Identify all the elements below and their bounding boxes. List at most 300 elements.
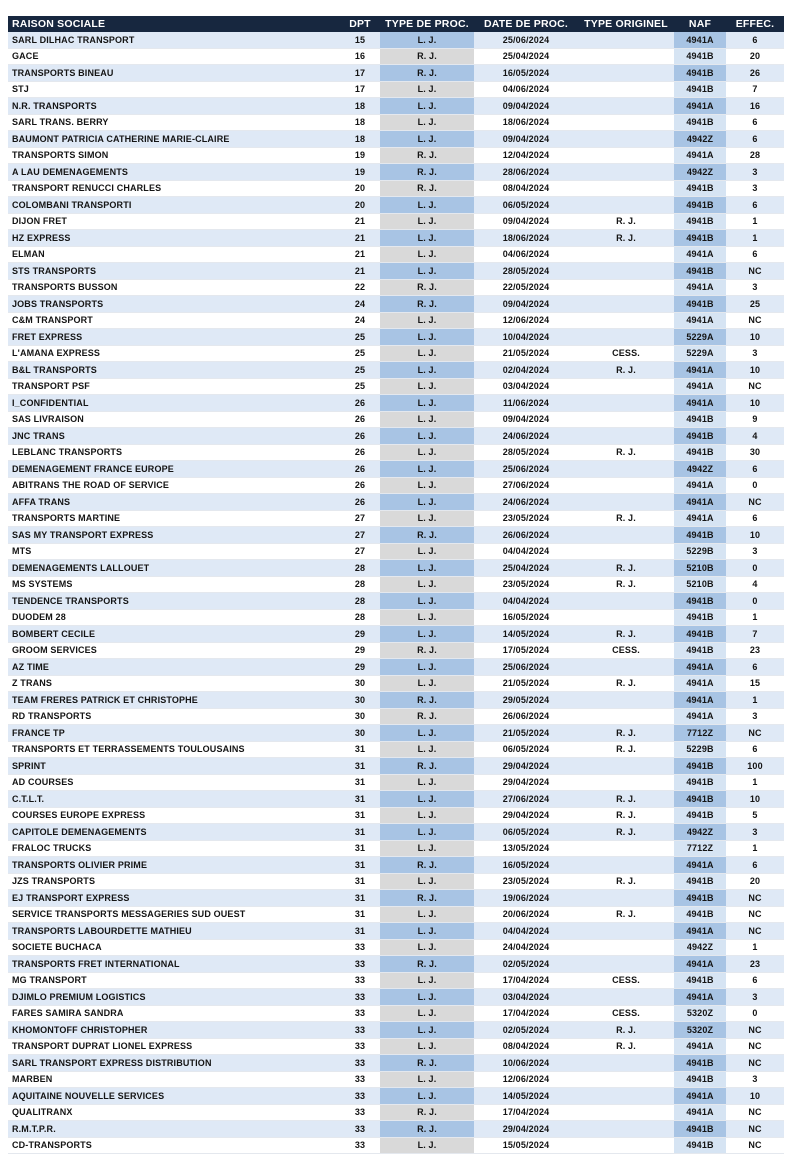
- procedure-date-cell: 17/04/2024: [474, 1005, 578, 1022]
- headcount-cell: 6: [726, 659, 784, 676]
- company-name-cell: AQUITAINE NOUVELLE SERVICES: [8, 1088, 340, 1105]
- table-row: [8, 329, 784, 346]
- procedure-type-cell: R. J.: [380, 857, 474, 874]
- procedure-type-cell: R. J.: [380, 890, 474, 907]
- original-type-cell: [578, 1121, 674, 1138]
- procedure-type-cell: L. J.: [380, 807, 474, 824]
- naf-code-text: 4942Z: [686, 166, 714, 177]
- table-row: [8, 1088, 784, 1105]
- procedure-date-cell: 12/06/2024: [474, 312, 578, 329]
- naf-code-text: 4941B: [686, 447, 714, 458]
- naf-code-text: 4941B: [686, 595, 714, 606]
- naf-code-text: 4941B: [686, 414, 714, 425]
- naf-code-cell: [674, 1022, 726, 1039]
- headcount-cell: 3: [726, 279, 784, 296]
- procedure-type-cell: R. J.: [380, 1104, 474, 1121]
- naf-code-text: 5229B: [686, 744, 714, 755]
- procedure-type-cell: R. J.: [380, 180, 474, 197]
- dpt-cell: 21: [340, 246, 380, 263]
- table-row: [8, 791, 784, 808]
- procedure-type-cell: L. J.: [380, 593, 474, 610]
- procedure-date-cell: 27/06/2024: [474, 791, 578, 808]
- naf-code-text: 4941B: [686, 216, 714, 227]
- company-name-cell: FARES SAMIRA SANDRA: [8, 1005, 340, 1022]
- original-type-cell: [578, 147, 674, 164]
- company-name-cell: SERVICE TRANSPORTS MESSAGERIES SUD OUEST: [8, 906, 340, 923]
- headcount-cell: 9: [726, 411, 784, 428]
- procedure-type-cell: L. J.: [380, 395, 474, 412]
- company-name-cell: JZS TRANSPORTS: [8, 873, 340, 890]
- dpt-cell: 31: [340, 873, 380, 890]
- naf-code-cell: [674, 444, 726, 461]
- table-row: [8, 873, 784, 890]
- dpt-cell: 33: [340, 1038, 380, 1055]
- headcount-cell: 7: [726, 626, 784, 643]
- original-type-cell: R. J.: [578, 444, 674, 461]
- procedure-type-cell: L. J.: [380, 444, 474, 461]
- headcount-cell: 3: [726, 164, 784, 181]
- naf-code-text: 4941A: [686, 711, 714, 722]
- dpt-cell: 26: [340, 411, 380, 428]
- procedure-date-cell: 08/04/2024: [474, 180, 578, 197]
- table-row: [8, 147, 784, 164]
- company-name-cell: Z TRANS: [8, 675, 340, 692]
- procedure-date-cell: 10/04/2024: [474, 329, 578, 346]
- table-row: [8, 378, 784, 395]
- dpt-cell: 19: [340, 147, 380, 164]
- table-row: [8, 32, 784, 48]
- headcount-cell: 20: [726, 48, 784, 65]
- table-row: [8, 989, 784, 1006]
- dpt-cell: 18: [340, 114, 380, 131]
- naf-code-text: 4941B: [686, 760, 714, 771]
- headcount-cell: 1: [726, 609, 784, 626]
- procedure-type-cell: L. J.: [380, 659, 474, 676]
- procedure-date-cell: 23/05/2024: [474, 510, 578, 527]
- table-row: [8, 642, 784, 659]
- headcount-cell: 6: [726, 246, 784, 263]
- company-name-cell: COURSES EUROPE EXPRESS: [8, 807, 340, 824]
- table-row: [8, 593, 784, 610]
- table-row: [8, 1005, 784, 1022]
- procedure-date-cell: 04/06/2024: [474, 81, 578, 98]
- procedure-type-cell: L. J.: [380, 741, 474, 758]
- table-row: [8, 857, 784, 874]
- procedure-date-cell: 25/06/2024: [474, 461, 578, 478]
- procedure-date-cell: 09/04/2024: [474, 296, 578, 313]
- dpt-cell: 29: [340, 659, 380, 676]
- original-type-cell: [578, 527, 674, 544]
- dpt-cell: 33: [340, 1005, 380, 1022]
- naf-code-cell: [674, 758, 726, 775]
- headcount-cell: NC: [726, 312, 784, 329]
- table-row: [8, 659, 784, 676]
- dpt-cell: 30: [340, 675, 380, 692]
- table-row: [8, 626, 784, 643]
- naf-code-cell: [674, 873, 726, 890]
- naf-code-text: 4941B: [686, 117, 714, 128]
- company-name-cell: I_CONFIDENTIAL: [8, 395, 340, 412]
- company-name-cell: R.M.T.P.R.: [8, 1121, 340, 1138]
- table-row: [8, 81, 784, 98]
- naf-code-cell: [674, 956, 726, 973]
- naf-code-cell: [674, 1055, 726, 1072]
- naf-code-cell: [674, 593, 726, 610]
- naf-code-cell: [674, 1104, 726, 1121]
- naf-code-text: 4941A: [686, 397, 714, 408]
- headcount-cell: 6: [726, 32, 784, 48]
- original-type-cell: [578, 857, 674, 874]
- naf-code-text: 4941B: [686, 793, 714, 804]
- original-type-cell: [578, 246, 674, 263]
- company-name-cell: KHOMONTOFF CHRISTOPHER: [8, 1022, 340, 1039]
- header-date-de-proc: DATE DE PROC.: [474, 16, 578, 32]
- naf-code-cell: [674, 48, 726, 65]
- procedure-type-cell: R. J.: [380, 758, 474, 775]
- naf-code-cell: [674, 81, 726, 98]
- dpt-cell: 30: [340, 708, 380, 725]
- naf-code-cell: [674, 527, 726, 544]
- naf-code-cell: [674, 197, 726, 214]
- procedure-date-cell: 09/04/2024: [474, 213, 578, 230]
- naf-code-text: 4942Z: [686, 133, 714, 144]
- naf-code-text: 4941A: [686, 34, 714, 45]
- naf-code-text: 5210B: [686, 562, 714, 573]
- dpt-cell: 24: [340, 296, 380, 313]
- procedure-date-cell: 20/06/2024: [474, 906, 578, 923]
- procedure-date-cell: 02/04/2024: [474, 362, 578, 379]
- naf-code-text: 5210B: [686, 579, 714, 590]
- table-row: [8, 1071, 784, 1088]
- dpt-cell: 26: [340, 428, 380, 445]
- dpt-cell: 18: [340, 98, 380, 115]
- dpt-cell: 25: [340, 329, 380, 346]
- table-row: [8, 741, 784, 758]
- naf-code-cell: [674, 98, 726, 115]
- procedure-type-cell: L. J.: [380, 428, 474, 445]
- procedure-date-cell: 17/04/2024: [474, 972, 578, 989]
- original-type-cell: [578, 428, 674, 445]
- procedure-type-cell: R. J.: [380, 708, 474, 725]
- naf-code-text: 4941A: [686, 150, 714, 161]
- procedure-date-cell: 29/04/2024: [474, 774, 578, 791]
- procedure-date-cell: 17/04/2024: [474, 1104, 578, 1121]
- procedure-type-cell: L. J.: [380, 1088, 474, 1105]
- company-name-cell: DEMENAGEMENTS LALLOUET: [8, 560, 340, 577]
- procedure-type-cell: L. J.: [380, 230, 474, 247]
- dpt-cell: 22: [340, 279, 380, 296]
- procedure-date-cell: 14/05/2024: [474, 1088, 578, 1105]
- original-type-cell: [578, 461, 674, 478]
- original-type-cell: [578, 329, 674, 346]
- table-header: [8, 16, 784, 32]
- table-row: [8, 279, 784, 296]
- dpt-cell: 21: [340, 213, 380, 230]
- naf-code-text: 4941B: [686, 1123, 714, 1134]
- original-type-cell: [578, 32, 674, 48]
- headcount-cell: 10: [726, 1088, 784, 1105]
- company-name-cell: TRANSPORTS FRET INTERNATIONAL: [8, 956, 340, 973]
- naf-code-text: 4941A: [686, 1090, 714, 1101]
- naf-code-text: 4941B: [686, 298, 714, 309]
- company-name-cell: TRANSPORTS OLIVIER PRIME: [8, 857, 340, 874]
- table-row: [8, 395, 784, 412]
- company-name-cell: FRET EXPRESS: [8, 329, 340, 346]
- dpt-cell: 21: [340, 230, 380, 247]
- procedure-type-cell: L. J.: [380, 774, 474, 791]
- naf-code-cell: [674, 279, 726, 296]
- original-type-cell: [578, 65, 674, 82]
- naf-code-cell: [674, 890, 726, 907]
- original-type-cell: [578, 279, 674, 296]
- procedure-date-cell: 18/06/2024: [474, 230, 578, 247]
- table-row: [8, 510, 784, 527]
- headcount-cell: NC: [726, 725, 784, 742]
- company-name-cell: TRANSPORT PSF: [8, 378, 340, 395]
- table-row: [8, 708, 784, 725]
- table-row: [8, 758, 784, 775]
- company-name-cell: SAS MY TRANSPORT EXPRESS: [8, 527, 340, 544]
- company-name-cell: JNC TRANS: [8, 428, 340, 445]
- naf-code-cell: [674, 642, 726, 659]
- original-type-cell: [578, 774, 674, 791]
- headcount-cell: NC: [726, 890, 784, 907]
- procedure-type-cell: L. J.: [380, 362, 474, 379]
- naf-code-cell: [674, 609, 726, 626]
- dpt-cell: 31: [340, 791, 380, 808]
- naf-code-cell: [674, 296, 726, 313]
- dpt-cell: 28: [340, 560, 380, 577]
- dpt-cell: 20: [340, 180, 380, 197]
- procedure-type-cell: L. J.: [380, 939, 474, 956]
- procedure-date-cell: 29/05/2024: [474, 692, 578, 709]
- original-type-cell: [578, 758, 674, 775]
- procedure-type-cell: R. J.: [380, 956, 474, 973]
- procedure-date-cell: 04/04/2024: [474, 593, 578, 610]
- headcount-cell: 1: [726, 939, 784, 956]
- headcount-cell: NC: [726, 263, 784, 280]
- naf-code-cell: [674, 246, 726, 263]
- dpt-cell: 26: [340, 494, 380, 511]
- company-name-cell: TRANSPORT RENUCCI CHARLES: [8, 180, 340, 197]
- procedure-type-cell: R. J.: [380, 164, 474, 181]
- table-row: [8, 477, 784, 494]
- naf-code-text: 4941B: [686, 892, 714, 903]
- naf-code-cell: [674, 1121, 726, 1138]
- procedure-date-cell: 24/06/2024: [474, 428, 578, 445]
- company-name-cell: MG TRANSPORT: [8, 972, 340, 989]
- original-type-cell: R. J.: [578, 791, 674, 808]
- headcount-cell: 1: [726, 774, 784, 791]
- headcount-cell: 1: [726, 213, 784, 230]
- headcount-cell: 0: [726, 1005, 784, 1022]
- naf-code-cell: [674, 1088, 726, 1105]
- dpt-cell: 29: [340, 642, 380, 659]
- procedure-date-cell: 15/05/2024: [474, 1137, 578, 1154]
- naf-code-cell: [674, 560, 726, 577]
- dpt-cell: 29: [340, 626, 380, 643]
- original-type-cell: R. J.: [578, 807, 674, 824]
- procedure-type-cell: L. J.: [380, 791, 474, 808]
- dpt-cell: 33: [340, 1088, 380, 1105]
- original-type-cell: [578, 840, 674, 857]
- headcount-cell: NC: [726, 923, 784, 940]
- original-type-cell: [578, 1071, 674, 1088]
- table-row: [8, 98, 784, 115]
- table-body: [8, 32, 784, 1154]
- headcount-cell: 0: [726, 593, 784, 610]
- naf-code-text: 4941A: [686, 100, 714, 111]
- procedure-date-cell: 09/04/2024: [474, 98, 578, 115]
- procedure-type-cell: L. J.: [380, 609, 474, 626]
- procedure-type-cell: L. J.: [380, 1038, 474, 1055]
- company-name-cell: B&L TRANSPORTS: [8, 362, 340, 379]
- procedure-type-cell: R. J.: [380, 296, 474, 313]
- company-name-cell: L'AMANA EXPRESS: [8, 345, 340, 362]
- dpt-cell: 16: [340, 48, 380, 65]
- procedure-date-cell: 17/05/2024: [474, 642, 578, 659]
- procedure-date-cell: 21/05/2024: [474, 345, 578, 362]
- procedure-type-cell: L. J.: [380, 98, 474, 115]
- procedure-date-cell: 02/05/2024: [474, 1022, 578, 1039]
- headcount-cell: 3: [726, 543, 784, 560]
- procedure-type-cell: L. J.: [380, 329, 474, 346]
- dpt-cell: 26: [340, 444, 380, 461]
- procedure-type-cell: L. J.: [380, 461, 474, 478]
- headcount-cell: NC: [726, 1022, 784, 1039]
- header-row: [8, 16, 784, 32]
- naf-code-cell: [674, 477, 726, 494]
- company-name-cell: ELMAN: [8, 246, 340, 263]
- naf-code-text: 4941A: [686, 282, 714, 293]
- table-row: [8, 972, 784, 989]
- naf-code-text: 4941B: [686, 876, 714, 887]
- headcount-cell: 15: [726, 675, 784, 692]
- original-type-cell: [578, 1088, 674, 1105]
- original-type-cell: R. J.: [578, 560, 674, 577]
- company-name-cell: DUODEM 28: [8, 609, 340, 626]
- company-name-cell: TRANSPORTS ET TERRASSEMENTS TOULOUSAINS: [8, 741, 340, 758]
- naf-code-text: 4941B: [686, 777, 714, 788]
- naf-code-text: 5320Z: [686, 1008, 714, 1019]
- company-name-cell: MARBEN: [8, 1071, 340, 1088]
- procedure-date-cell: 25/06/2024: [474, 659, 578, 676]
- table-row: [8, 824, 784, 841]
- naf-code-cell: [674, 164, 726, 181]
- table-row: [8, 296, 784, 313]
- headcount-cell: 10: [726, 791, 784, 808]
- naf-code-text: 4942Z: [686, 463, 714, 474]
- naf-code-cell: [674, 543, 726, 560]
- original-type-cell: R. J.: [578, 1038, 674, 1055]
- naf-code-text: 4941A: [686, 513, 714, 524]
- procedure-date-cell: 12/06/2024: [474, 1071, 578, 1088]
- naf-code-cell: [674, 692, 726, 709]
- dpt-cell: 28: [340, 576, 380, 593]
- dpt-cell: 33: [340, 989, 380, 1006]
- naf-code-cell: [674, 576, 726, 593]
- table-row: [8, 164, 784, 181]
- naf-code-text: 4941A: [686, 958, 714, 969]
- original-type-cell: [578, 989, 674, 1006]
- dpt-cell: 33: [340, 1137, 380, 1154]
- dpt-cell: 31: [340, 890, 380, 907]
- naf-code-text: 4941B: [686, 51, 714, 62]
- company-name-cell: SARL DILHAC TRANSPORT: [8, 32, 340, 48]
- table-row: [8, 197, 784, 214]
- procedure-date-cell: 14/05/2024: [474, 626, 578, 643]
- procedures-table-container: [8, 16, 784, 1154]
- table-row: [8, 609, 784, 626]
- procedure-date-cell: 09/04/2024: [474, 411, 578, 428]
- naf-code-cell: [674, 263, 726, 280]
- dpt-cell: 25: [340, 362, 380, 379]
- procedure-date-cell: 21/05/2024: [474, 725, 578, 742]
- naf-code-text: 4941B: [686, 529, 714, 540]
- headcount-cell: 10: [726, 527, 784, 544]
- headcount-cell: 23: [726, 642, 784, 659]
- dpt-cell: 21: [340, 263, 380, 280]
- naf-code-cell: [674, 494, 726, 511]
- header-type-originel: TYPE ORIGINEL: [578, 16, 674, 32]
- headcount-cell: 25: [726, 296, 784, 313]
- dpt-cell: 31: [340, 774, 380, 791]
- company-name-cell: ABITRANS THE ROAD OF SERVICE: [8, 477, 340, 494]
- procedure-date-cell: 06/05/2024: [474, 824, 578, 841]
- naf-code-text: 4941A: [686, 496, 714, 507]
- naf-code-text: 4941B: [686, 183, 714, 194]
- naf-code-cell: [674, 989, 726, 1006]
- headcount-cell: 6: [726, 461, 784, 478]
- original-type-cell: [578, 1104, 674, 1121]
- headcount-cell: 1: [726, 692, 784, 709]
- original-type-cell: R. J.: [578, 510, 674, 527]
- company-name-cell: TRANSPORTS BINEAU: [8, 65, 340, 82]
- original-type-cell: [578, 1137, 674, 1154]
- headcount-cell: NC: [726, 1104, 784, 1121]
- dpt-cell: 31: [340, 906, 380, 923]
- naf-code-text: 4941A: [686, 364, 714, 375]
- headcount-cell: 5: [726, 807, 784, 824]
- procedure-type-cell: R. J.: [380, 527, 474, 544]
- original-type-cell: [578, 609, 674, 626]
- naf-code-cell: [674, 329, 726, 346]
- headcount-cell: 0: [726, 477, 784, 494]
- naf-code-cell: [674, 362, 726, 379]
- original-type-cell: [578, 1055, 674, 1072]
- headcount-cell: NC: [726, 906, 784, 923]
- dpt-cell: 30: [340, 725, 380, 742]
- company-name-cell: TRANSPORTS LABOURDETTE MATHIEU: [8, 923, 340, 940]
- table-row: [8, 890, 784, 907]
- naf-code-text: 4941A: [686, 480, 714, 491]
- naf-code-text: 7712Z: [686, 843, 714, 854]
- table-row: [8, 1038, 784, 1055]
- header-effec: EFFEC.: [726, 16, 784, 32]
- procedure-date-cell: 27/06/2024: [474, 477, 578, 494]
- original-type-cell: CESS.: [578, 972, 674, 989]
- procedure-date-cell: 03/04/2024: [474, 989, 578, 1006]
- headcount-cell: 10: [726, 329, 784, 346]
- headcount-cell: 100: [726, 758, 784, 775]
- headcount-cell: 28: [726, 147, 784, 164]
- company-name-cell: COLOMBANI TRANSPORTI: [8, 197, 340, 214]
- procedure-type-cell: L. J.: [380, 246, 474, 263]
- company-name-cell: C.T.L.T.: [8, 791, 340, 808]
- company-name-cell: STS TRANSPORTS: [8, 263, 340, 280]
- original-type-cell: [578, 411, 674, 428]
- naf-code-cell: [674, 741, 726, 758]
